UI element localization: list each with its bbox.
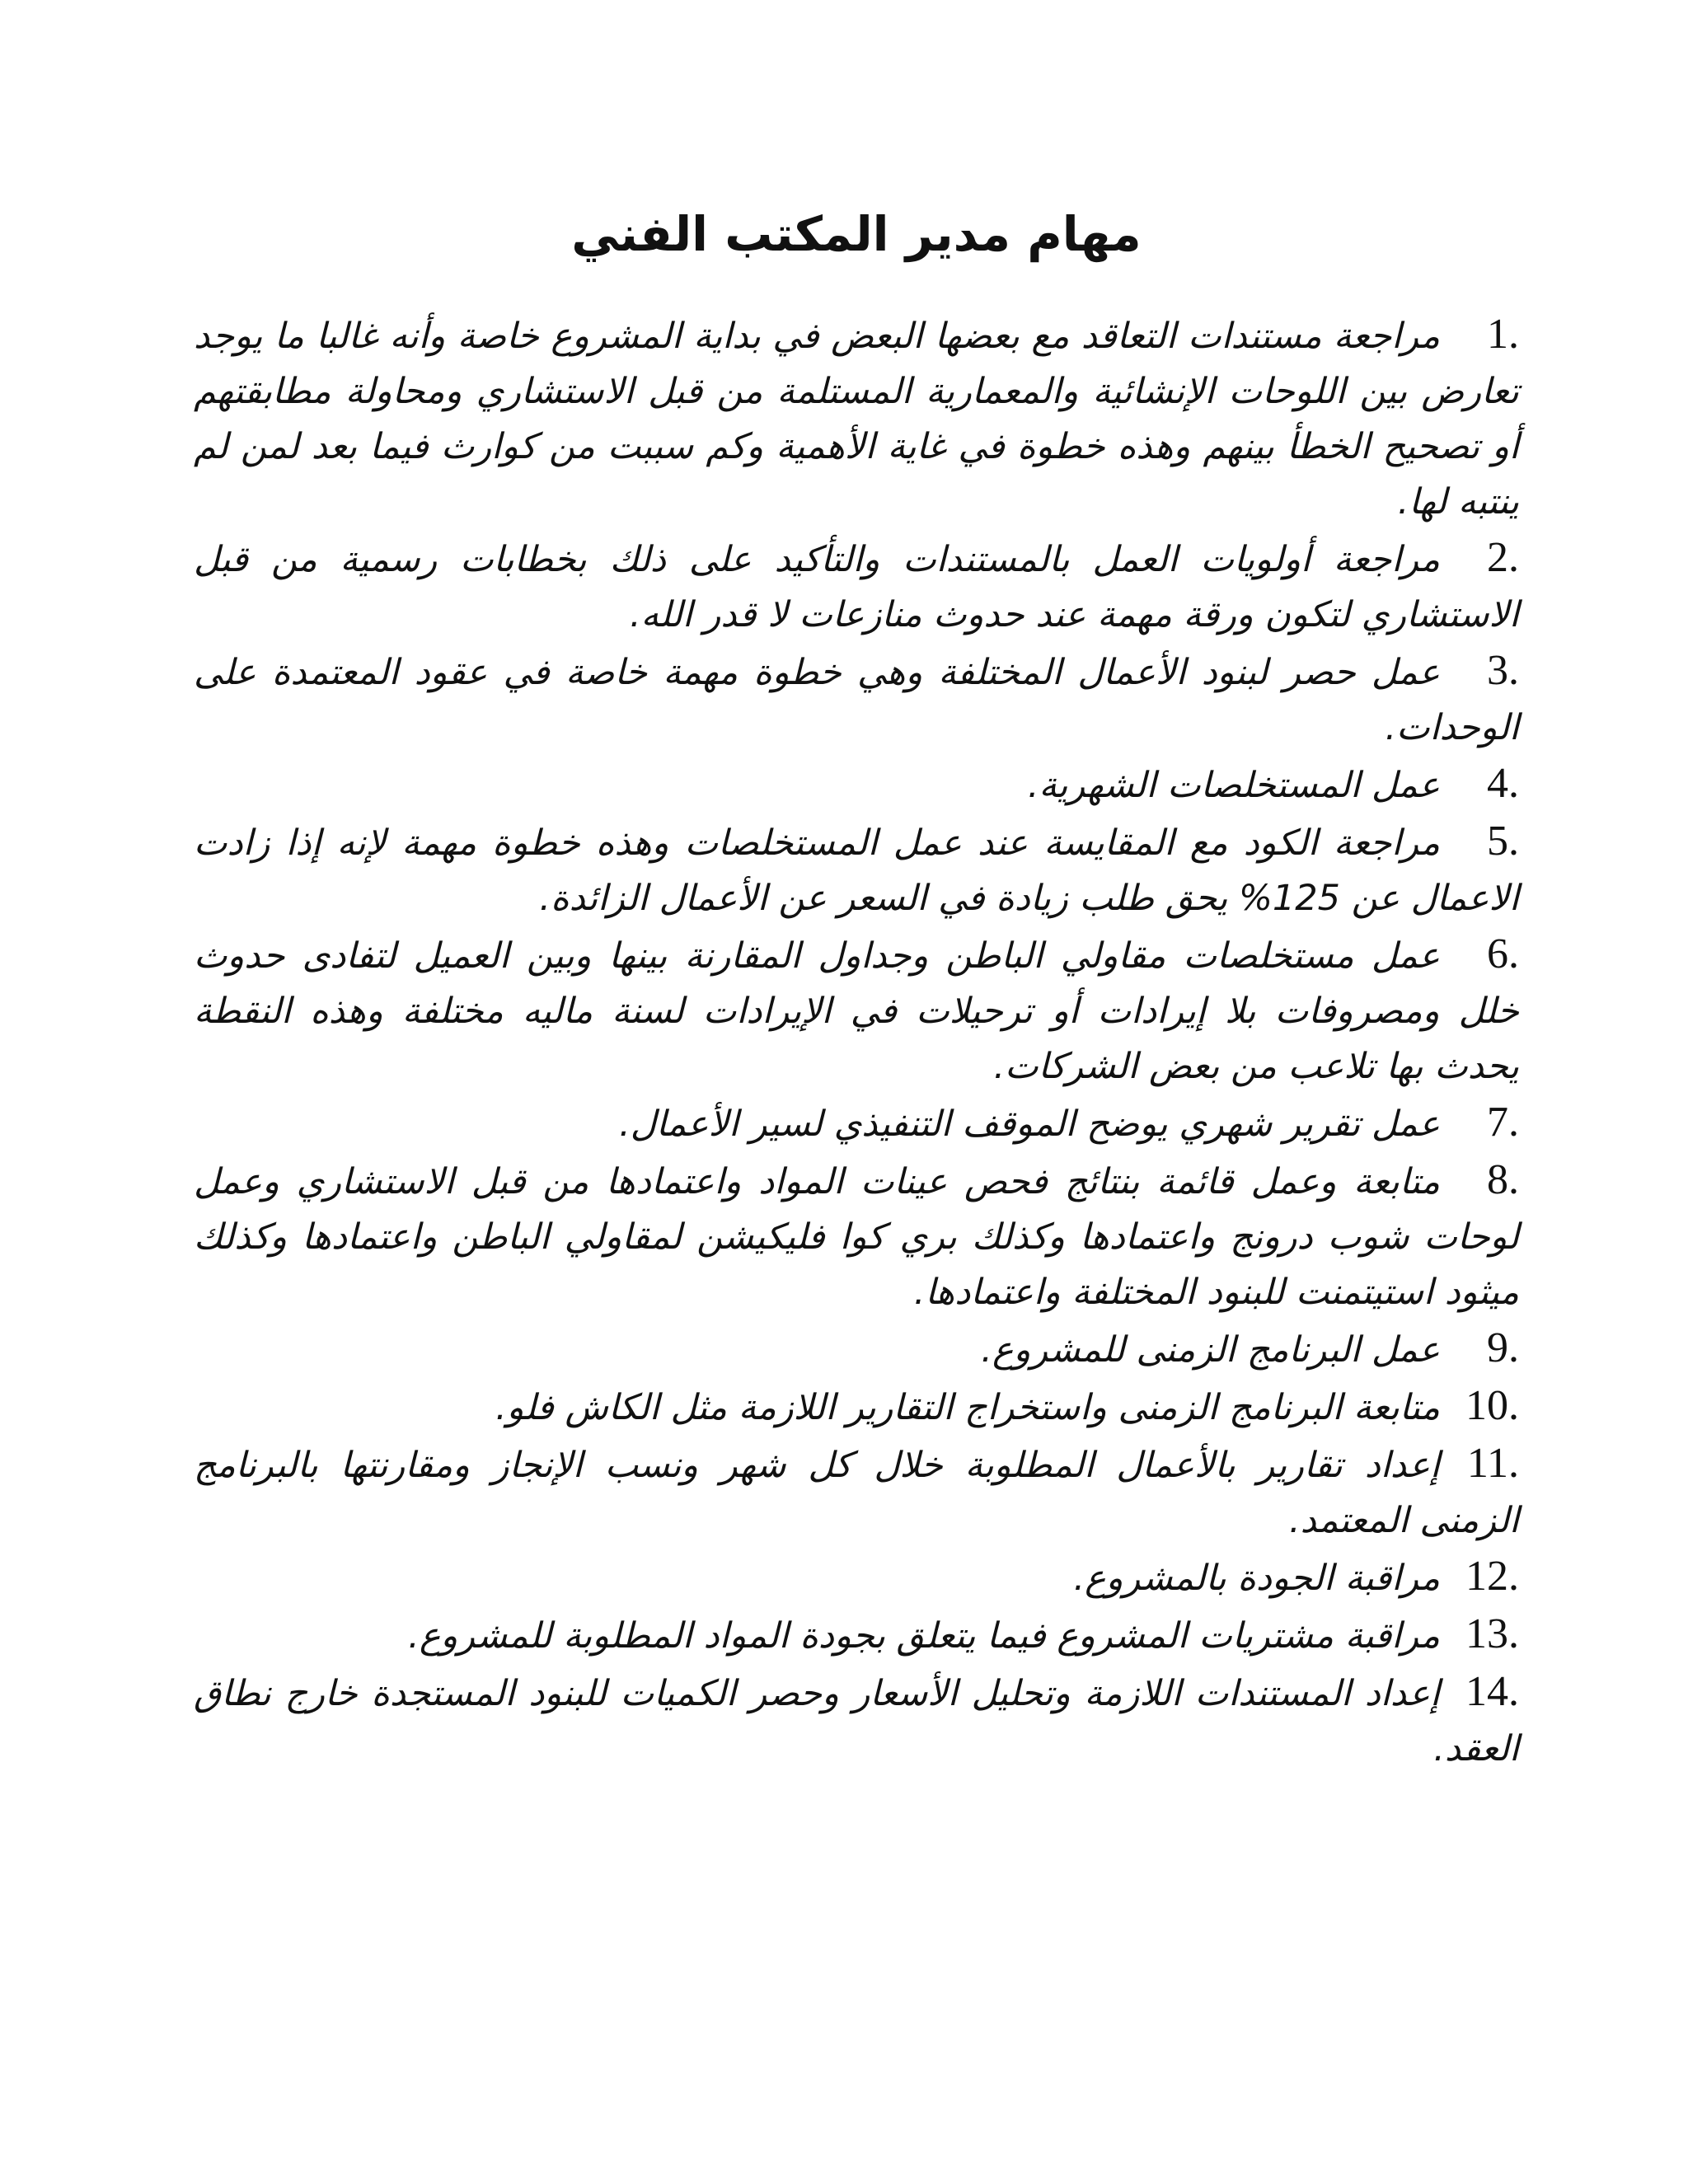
list-item: [194, 530, 1519, 643]
item-text: مراقبة مشتريات المشروع فيما يتعلق بجودة المواد المطلوبة للمشروع.: [408, 1615, 1440, 1657]
list-item: [194, 1320, 1519, 1378]
item-text: متابعة البرنامج الزمنى واستخراج التقارير اللازمة مثل الكاش فلو.: [495, 1386, 1440, 1428]
item-number: .8: [1487, 1155, 1519, 1203]
item-number: .7: [1487, 1098, 1519, 1146]
item-text: إعداد المستندات اللازمة وتحليل الأسعار وحصر الكميات للبنود المستجدة خارج نطاق العقد.: [194, 1672, 1519, 1769]
item-number: .14: [1465, 1667, 1519, 1715]
item-number: .10: [1465, 1381, 1519, 1429]
item-number: .4: [1487, 759, 1519, 807]
item-text: عمل تقرير شهري يوضح الموقف التنفيذي لسير الأعمال.: [619, 1103, 1440, 1145]
list-item: [194, 1549, 1519, 1606]
item-number: .13: [1465, 1610, 1519, 1657]
item-number: .5: [1487, 817, 1519, 865]
item-number: .6: [1487, 930, 1519, 977]
list-item: [194, 1606, 1519, 1664]
item-text: عمل المستخلصات الشهرية.: [1027, 764, 1440, 806]
item-number: .11: [1466, 1439, 1519, 1487]
list-item: [194, 307, 1519, 530]
item-text: مراجعة الكود مع المقايسة عند عمل المستخلصات وهذه خطوة مهمة لإنه إذا زادت الاعمال عن 125% يحق طلب زيادة في السعر عن الأعمال الزائدة.: [194, 822, 1519, 919]
item-number: .2: [1487, 533, 1519, 581]
list-item: [194, 1378, 1519, 1436]
list-item: [194, 643, 1519, 756]
list-item: [194, 1664, 1519, 1777]
page-title: مهام مدير المكتب الفني: [571, 206, 1142, 262]
item-number: .9: [1487, 1324, 1519, 1371]
list-item: [194, 1094, 1519, 1152]
item-text: عمل البرنامج الزمنى للمشروع.: [981, 1329, 1440, 1371]
item-text: عمل حصر لبنود الأعمال المختلفة وهي خطوة مهمة خاصة في عقود المعتمدة على الوحدات.: [194, 651, 1519, 748]
item-text: مراجعة مستندات التعاقد مع بعضها البعض في بداية المشروع خاصة وأنه غالبا ما يوجد تعارض بين اللوحات الإنشائية والمعمارية المستلمة من قبل الاستشاري ومحاولة مطابقتهم أو تصحيح الخطأ بينهم وهذه خطوة في غاية الأهمية وكم سببت من كوارث فيما بعد لمن لم ينتبه لها.: [194, 315, 1519, 523]
item-text: عمل مستخلصات مقاولي الباطن وجداول المقارنة بينها وبين العميل لتفادى حدوث خلل ومصروفات بلا إيرادات أو ترحيلات في الإيرادات لسنة ماليه مختلفة وهذه النقطة يحدث بها تلاعب من بعض الشركات.: [194, 935, 1519, 1087]
item-text: مراقبة الجودة بالمشروع.: [1073, 1557, 1440, 1599]
item-number: .1: [1487, 310, 1519, 358]
task-list: [194, 307, 1519, 1777]
item-text: إعداد تقارير بالأعمال المطلوبة خلال كل شهر ونسب الإنجاز ومقارنتها بالبرنامج الزمنى المعتمد.: [194, 1444, 1519, 1541]
item-text: مراجعة أولويات العمل بالمستندات والتأكيد على ذلك بخطابات رسمية من قبل الاستشاري لتكون ورقة مهمة عند حدوث منازعات لا قدر الله.: [194, 538, 1519, 635]
item-number: .12: [1465, 1552, 1519, 1600]
item-text: متابعة وعمل قائمة بنتائج فحص عينات المواد واعتمادها من قبل الاستشاري وعمل لوحات شوب درونج واعتمادها وكذلك بري كوا فليكيشن لمقاولي الباطن واعتمادها وكذلك ميثود استيتمنت للبنود المختلفة واعتمادها.: [194, 1160, 1519, 1313]
list-item: [194, 926, 1519, 1094]
list-item: [194, 1436, 1519, 1549]
list-item: [194, 813, 1519, 926]
list-item: [194, 756, 1519, 813]
list-item: [194, 1152, 1519, 1320]
item-number: .3: [1487, 646, 1519, 694]
